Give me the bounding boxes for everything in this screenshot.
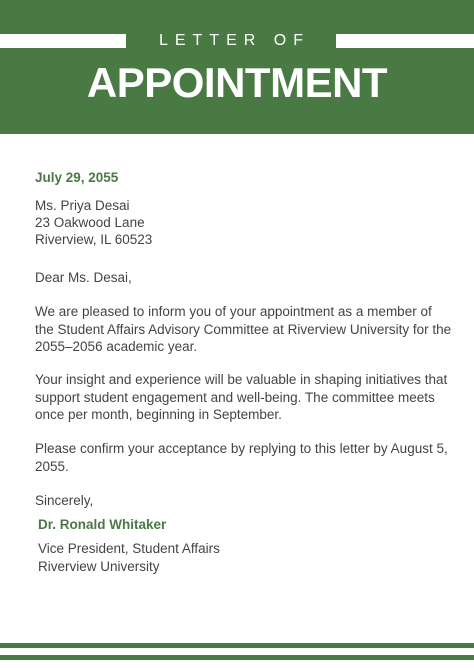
paragraph-confirmation (35, 440, 448, 475)
signer-organization: Riverview University (38, 559, 160, 574)
paragraph-line: 2055–2056 academic year. (35, 339, 198, 354)
paragraph-line: the Student Affairs Advisory Committee at Riverview University for the (35, 321, 452, 337)
paragraph-line: Your insight and experience will be valuable in shaping initiatives that (35, 372, 448, 387)
paragraph-line: Please confirm your acceptance by replying to this letter by August 5, (35, 441, 448, 456)
paragraph-line: We are pleased to inform you of your appointment as a member of (35, 304, 432, 319)
recipient-address (35, 197, 152, 248)
paragraph-line: support student engagement and well-being. The committee meets (35, 389, 435, 405)
header-title: APPOINTMENT (86, 59, 388, 106)
closing: Sincerely, (35, 493, 94, 508)
recipient-name: Ms. Priya Desai (35, 198, 130, 213)
salutation: Dear Ms. Desai, (35, 270, 132, 285)
header-rule-right (336, 34, 474, 48)
recipient-city: Riverview, IL 60523 (35, 232, 153, 247)
header-banner (0, 0, 474, 134)
footer-rule-bottom (0, 655, 474, 660)
header-rule-left (0, 34, 126, 48)
header-subtitle: LETTER OF (158, 32, 310, 49)
paragraph-line: once per month, beginning in September. (35, 407, 282, 422)
signer-name: Dr. Ronald Whitaker (38, 517, 167, 532)
signer-block (38, 540, 220, 576)
paragraph-appointment (35, 303, 452, 356)
signer-title: Vice President, Student Affairs (38, 541, 220, 556)
footer-rule-top (0, 643, 474, 648)
recipient-street: 23 Oakwood Lane (35, 215, 145, 230)
paragraph-line: 2055. (35, 458, 69, 474)
paragraph-role (35, 371, 448, 424)
letter-date: July 29, 2055 (35, 170, 119, 185)
